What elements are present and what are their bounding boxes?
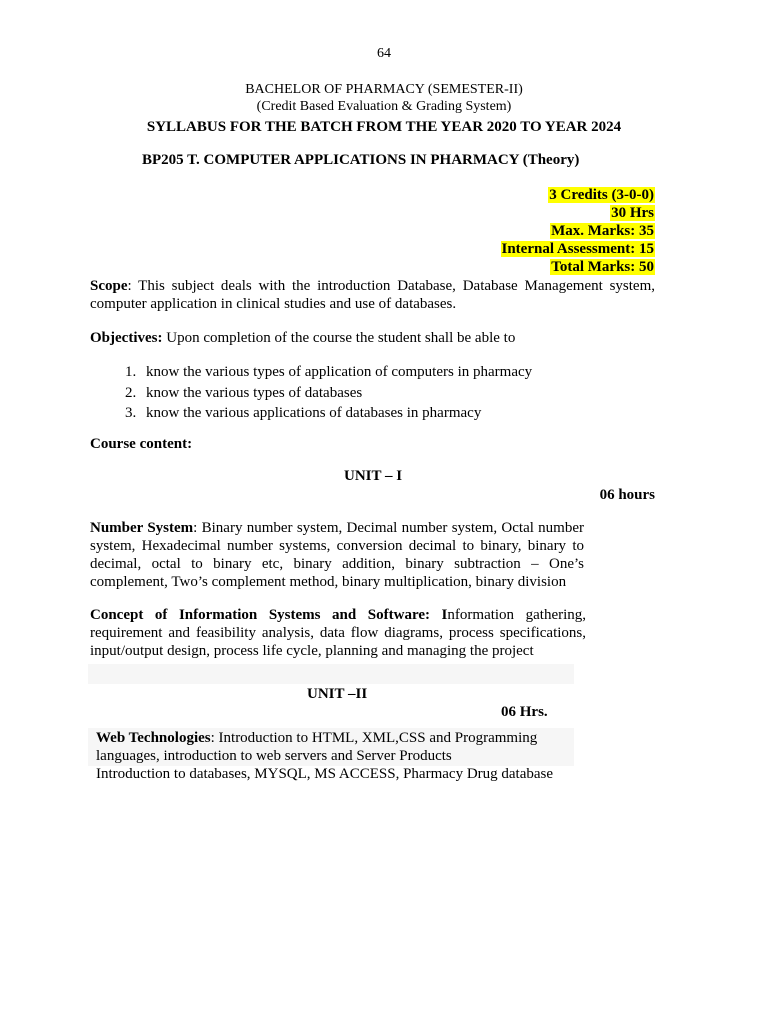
objective-item-2: 2. know the various types of databases — [140, 383, 532, 404]
hours-value: 30 Hrs — [611, 205, 654, 221]
web-technologies-paragraph — [96, 729, 566, 765]
total-marks-value: Total Marks: 50 — [551, 259, 654, 275]
grading-system-subheading: (Credit Based Evaluation & Grading System) — [256, 99, 512, 114]
scope-text: : This subject deals with the introduction Database, Database Management system, computer application in clinical studies and use of databases. — [90, 278, 655, 312]
shaded-band — [88, 664, 574, 684]
information-systems-label: Concept of Information Systems and Software: I — [90, 607, 448, 623]
number-system-label: Number System — [90, 520, 194, 536]
scope-label: Scope — [90, 278, 128, 294]
program-heading: BACHELOR OF PHARMACY (SEMESTER-II) — [245, 82, 523, 97]
max-marks-value: Max. Marks: 35 — [551, 223, 654, 239]
credits-value: 3 Credits (3-0-0) — [549, 187, 654, 203]
max-marks-line — [550, 222, 655, 240]
unit1-title: UNIT – I — [344, 468, 403, 484]
scope-paragraph — [90, 277, 655, 313]
objective-item-3: 3. know the various applications of databases in pharmacy — [140, 403, 532, 424]
total-marks-line — [550, 258, 655, 276]
objectives-list — [108, 362, 532, 424]
databases-paragraph: Introduction to databases, MYSQL, MS ACCESS, Pharmacy Drug database — [96, 766, 554, 782]
page-number: 64 — [377, 46, 391, 61]
course-content-label: Course content: — [90, 436, 193, 452]
internal-assessment-value: Internal Assessment: 15 — [501, 241, 654, 257]
web-technologies-label: Web Technologies — [96, 730, 211, 746]
web-technologies-text: : Introduction to HTML, XML,CSS and Programming languages, introduction to web servers and Server Products — [96, 730, 538, 764]
number-system-paragraph — [90, 519, 584, 591]
objectives-text: Upon completion of the course the student shall be able to — [162, 330, 516, 346]
internal-assessment-line — [501, 240, 656, 258]
information-systems-paragraph — [90, 606, 586, 660]
number-system-text: : Binary number system, Decimal number system, Octal number system, Hexadecimal number systems, conversion decimal to binary, binary to decimal, octal to binary etc, binary addition, binary subtraction – One’s complement, Two’s complement method, binary multiplication, binary division — [90, 520, 584, 590]
syllabus-batch-heading: SYLLABUS FOR THE BATCH FROM THE YEAR 2020 TO YEAR 2024 — [146, 119, 622, 135]
hours-line — [610, 204, 655, 222]
unit2-hours: 06 Hrs. — [501, 704, 548, 720]
information-systems-text: nformation gathering, requirement and feasibility analysis, data flow diagrams, process specifications, input/output design, process life cycle, planning and managing the project — [90, 607, 587, 659]
unit2-title: UNIT –II — [307, 686, 368, 702]
course-title: BP205 T. COMPUTER APPLICATIONS IN PHARMACY (Theory) — [142, 152, 580, 168]
objectives-paragraph — [90, 330, 515, 347]
credits-line — [548, 186, 655, 204]
objective-item-1: 1. know the various types of application of computers in pharmacy — [140, 362, 532, 383]
objectives-label: Objectives: — [90, 330, 163, 346]
unit1-hours: 06 hours — [599, 487, 655, 503]
